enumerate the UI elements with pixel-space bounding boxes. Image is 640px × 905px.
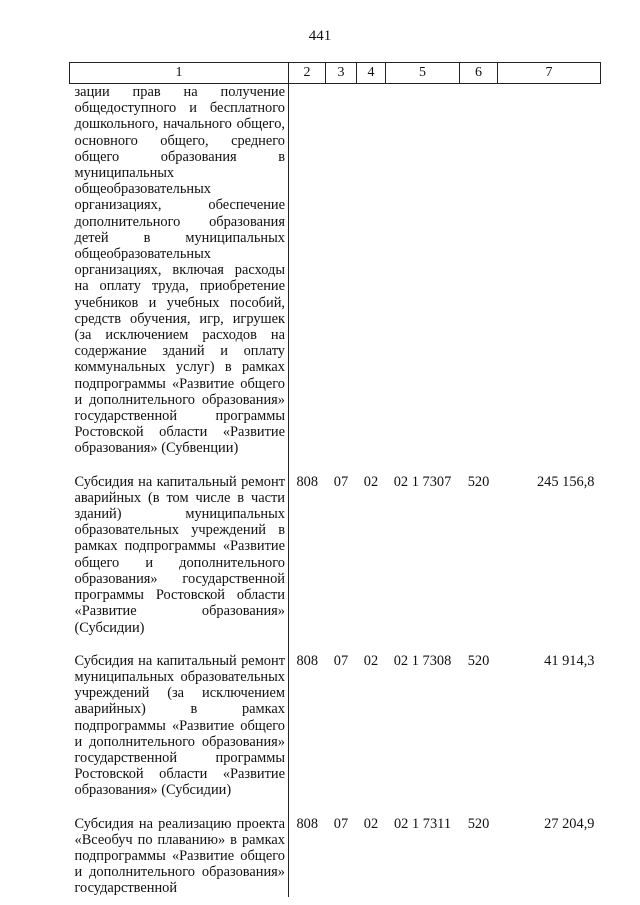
- row-description: Субсидия на реализацию проекта «Всеобуч по плаванию» в рамках подпрограммы «Развитие общего и дополнительного образования» государственной: [70, 815, 289, 897]
- budget-table: [69, 62, 601, 897]
- row-target-article: 02 1 7307: [393, 473, 452, 490]
- column-header-4: 4: [357, 63, 386, 84]
- row-ministry-code: 808: [296, 473, 319, 490]
- row-subsection-code: [357, 84, 386, 457]
- row-amount: 41 914,3: [544, 652, 595, 669]
- row-section-code: 07: [333, 473, 349, 490]
- row-expense-type: 520: [467, 815, 490, 832]
- row-expense-type: 520: [467, 652, 490, 669]
- row-description: Субсидия на капитальный ремонт муниципальных образовательных учреждений (за исключением аварийных) в рамках подпрограммы «Развитие общего и дополнительного образования» государственной программы Ростовской области «Развитие образования» (Субсидии): [70, 652, 289, 799]
- row-description: Субсидия на капитальный ремонт аварийных (в том числе в части зданий) муниципальных образовательных учреждений в рамках подпрограммы «Развитие общего и дополнительного образования» государственной программы Ростовской области «Развитие образования» (Субсидии): [70, 473, 289, 636]
- column-header-2: 2: [289, 63, 326, 84]
- row-description: зации прав на получение общедоступного и бесплатного дошкольного, начального общего, основного общего, среднего общего образования в муниципальных общеобразовательных организациях, обеспечение дополнительного образования детей в муниципальных общеобразовательных организациях, включая расходы на оплату труда, приобретение учебников и учебных пособий, средств обучения, игр, игрушек (за исключением расходов на содержание зданий и оплату коммунальных услуг) в рамках подпрограммы «Развитие общего и дополнительного образования» государственной программы Ростовской области «Развитие образования» (Субвенции): [70, 84, 289, 457]
- table-row: [70, 84, 601, 457]
- row-ministry-code: [289, 84, 326, 457]
- column-header-5: 5: [386, 63, 460, 84]
- row-subsection-code: 02: [363, 815, 379, 832]
- row-expense-type: 520: [467, 473, 490, 490]
- row-section-code: 07: [333, 652, 349, 669]
- column-header-1: 1: [70, 63, 289, 84]
- row-target-article: 02 1 7311: [393, 815, 452, 832]
- row-ministry-code: 808: [296, 652, 319, 669]
- header-row: [70, 63, 601, 84]
- column-header-7: 7: [498, 63, 601, 84]
- row-amount: 27 204,9: [544, 815, 595, 832]
- row-amount: 245 156,8: [536, 473, 595, 490]
- row-subsection-code: 02: [363, 652, 379, 669]
- row-target-article: [386, 84, 460, 457]
- row-section-code: 07: [333, 815, 349, 832]
- row-section-code: [326, 84, 357, 457]
- table-row: [70, 815, 601, 897]
- table-row: [70, 652, 601, 799]
- row-ministry-code: 808: [296, 815, 319, 832]
- table-row: [70, 473, 601, 636]
- column-header-3: 3: [326, 63, 357, 84]
- row-subsection-code: 02: [363, 473, 379, 490]
- column-header-6: 6: [460, 63, 498, 84]
- row-amount: [498, 84, 601, 457]
- page-number: 441: [308, 28, 332, 44]
- row-expense-type: [460, 84, 498, 457]
- row-target-article: 02 1 7308: [393, 652, 452, 669]
